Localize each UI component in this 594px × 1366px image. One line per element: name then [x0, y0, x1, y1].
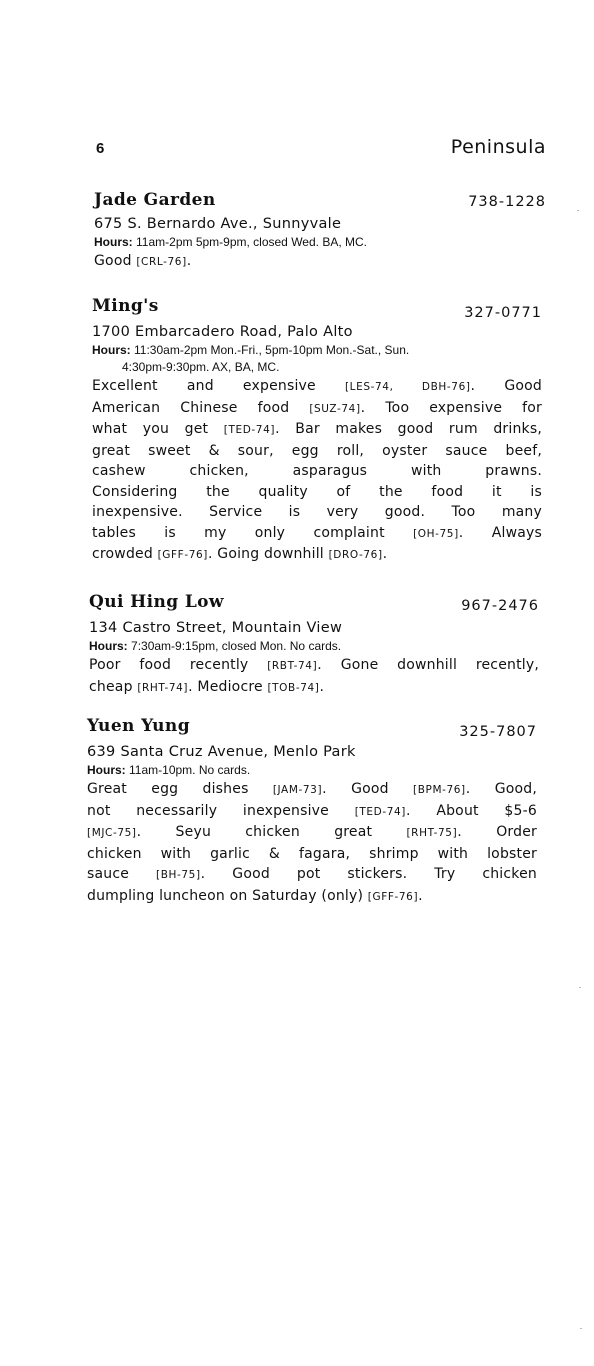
review-citation: [RHT-74]	[137, 681, 189, 694]
restaurant-hours	[89, 638, 539, 655]
review-citation: [JAM-73]	[272, 784, 323, 796]
restaurant-hours	[92, 342, 542, 359]
review-line: sauce [BH-75]. Good pot stickers. Try chicken	[87, 866, 537, 882]
restaurant-review	[92, 376, 542, 566]
review-line: cheap [RHT-74]. Mediocre [TOB-74].	[89, 678, 325, 695]
review-citation: [OH-75]	[413, 527, 459, 540]
restaurant-review	[94, 251, 546, 273]
restaurant-name: Jade Garden	[94, 190, 216, 210]
restaurant-hours	[87, 762, 537, 779]
review-line: tables is my only complaint [OH-75]. Always	[92, 524, 542, 541]
review-line: [MJC-75]. Seyu chicken great [RHT-75]. Order	[87, 824, 537, 840]
review-line: Excellent and expensive [LES-74, DBH-76]. Good	[92, 378, 542, 394]
review-line: great sweet & sour, egg roll, oyster sauce beef,	[92, 442, 542, 459]
restaurant-address: 639 Santa Cruz Avenue, Menlo Park	[87, 744, 356, 760]
hours-label: Hours:	[92, 343, 131, 357]
entry-heading	[92, 296, 542, 321]
restaurant-address: 675 S. Bernardo Ave., Sunnyvale	[94, 216, 342, 232]
restaurant-phone: 967-2476	[461, 598, 539, 614]
restaurant-address: 1700 Embarcadero Road, Palo Alto	[92, 324, 353, 340]
restaurant-name: Ming's	[92, 296, 159, 316]
review-line: Poor food recently [RBT-74]. Gone downhill recently,	[89, 657, 539, 673]
review-text: Good	[94, 253, 137, 269]
review-citation: [SUZ-74]	[309, 402, 361, 415]
review-line: crowded [GFF-76]. Going downhill [DRO-76].	[92, 546, 388, 562]
restaurant-review	[87, 779, 537, 907]
review-citation: [MJC-75]	[87, 827, 137, 839]
review-line: chicken with garlic & fagara, shrimp with lobster	[87, 845, 537, 862]
review-line: not necessarily inexpensive [TED-74]. About $5-6	[87, 802, 537, 819]
review-line: what you get [TED-74]. Bar makes good rum drinks,	[92, 421, 542, 437]
scan-speck	[580, 1328, 582, 1329]
review-citation: [RHT-75]	[406, 827, 458, 839]
entry-heading	[87, 716, 537, 738]
restaurant-name: Yuen Yung	[87, 716, 190, 736]
review-line: cashew chicken, asparagus with prawns.	[92, 463, 542, 479]
restaurant-hours-continued: 4:30pm-9:30pm. AX, BA, MC.	[122, 360, 280, 374]
entry-heading	[89, 592, 539, 614]
hours-text: 7:30am-9:15pm, closed Mon. No cards.	[131, 639, 342, 653]
restaurant-entry-qui-hing-low	[89, 592, 539, 698]
review-citation: [RBT-74]	[267, 660, 318, 672]
restaurant-address: 134 Castro Street, Mountain View	[89, 620, 343, 636]
page-number: 6	[96, 140, 105, 157]
restaurant-hours	[94, 234, 546, 251]
restaurant-review	[89, 655, 539, 698]
review-line: American Chinese food [SUZ-74]. Too expensive for	[92, 399, 542, 416]
restaurant-phone: 738-1228	[468, 194, 546, 210]
restaurant-phone: 327-0771	[464, 305, 542, 321]
review-citation: [DRO-76]	[328, 549, 383, 561]
review-citation: [GFF-76]	[367, 890, 419, 903]
review-punctuation: .	[186, 253, 192, 269]
review-citation: [CRL-76]	[136, 256, 187, 268]
hours-text: 11:30am-2pm Mon.-Fri., 5pm-10pm Mon.-Sat., Sun.	[134, 343, 410, 357]
review-citation: [TED-74]	[223, 424, 276, 436]
scan-speck	[579, 987, 581, 988]
review-citation: [TED-74]	[354, 805, 406, 818]
restaurant-name: Qui Hing Low	[89, 592, 224, 612]
review-line: dumpling luncheon on Saturday (only) [GFF-76].	[87, 887, 423, 904]
review-citation: [BH-75]	[156, 869, 201, 881]
review-line: Considering the quality of the food it is	[92, 483, 542, 500]
page-header	[96, 136, 546, 166]
review-citation: [LES-74, DBH-76]	[344, 381, 471, 393]
restaurant-entry-mings	[92, 296, 542, 566]
restaurant-phone: 325-7807	[459, 724, 537, 740]
scan-speck	[577, 210, 579, 211]
review-citation: [GFF-76]	[157, 549, 208, 561]
hours-label: Hours:	[89, 639, 128, 653]
section-title: Peninsula	[450, 136, 546, 158]
hours-label: Hours:	[94, 235, 133, 249]
hours-text: 11am-2pm 5pm-9pm, closed Wed. BA, MC.	[136, 235, 367, 249]
restaurant-entry-jade-garden	[94, 190, 546, 273]
entry-heading	[94, 190, 546, 212]
review-citation: [BPM-76]	[413, 784, 466, 796]
review-line: Great egg dishes [JAM-73]. Good [BPM-76]. Good,	[87, 781, 538, 797]
hours-label: Hours:	[87, 763, 126, 777]
review-citation: [TOB-74]	[267, 681, 320, 694]
review-line: inexpensive. Service is very good. Too many	[92, 504, 542, 520]
restaurant-entry-yuen-yung	[87, 716, 537, 907]
hours-text: 11am-10pm. No cards.	[129, 763, 251, 777]
